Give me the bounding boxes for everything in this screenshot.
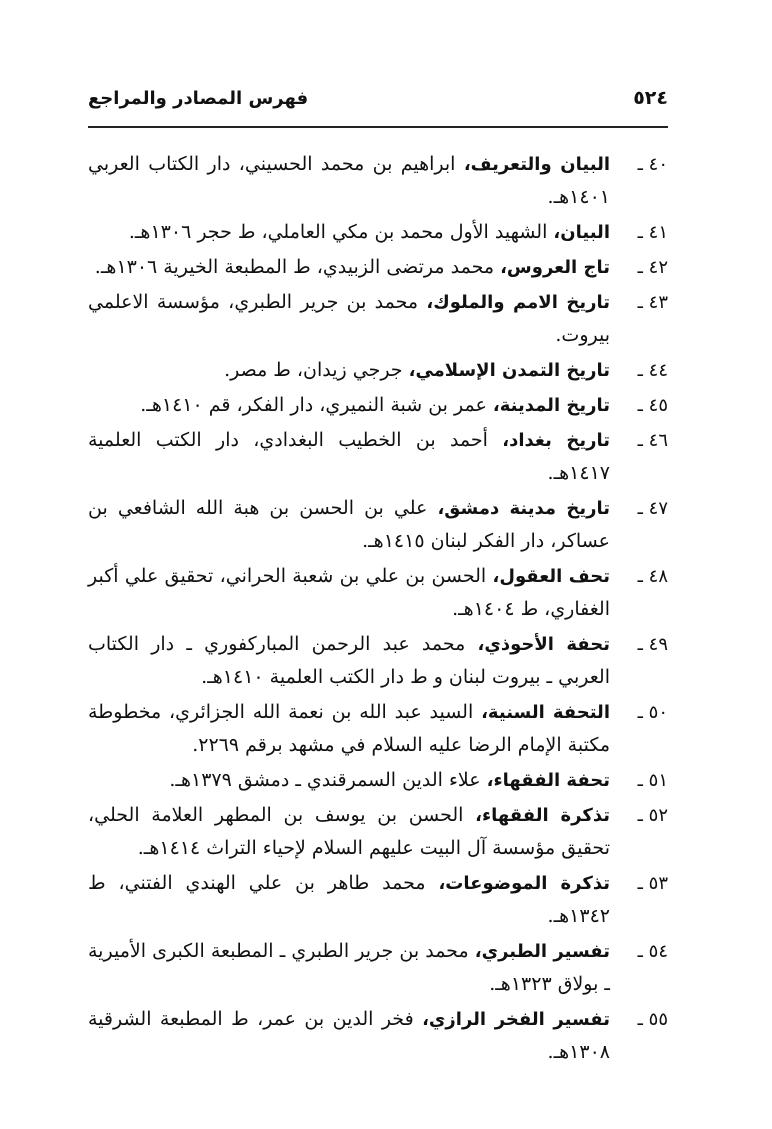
entry-title: تاريخ المدينة،	[492, 395, 610, 416]
entry-text	[88, 251, 610, 284]
entry-details: علي بن الحسن بن هبة الله الشافعي بن عساكر، دار الفكر لبنان ١٤١٥هـ.	[88, 497, 610, 552]
entry-title: تاريخ التمدن الإسلامي،	[408, 360, 610, 381]
entry-number: ٥٥ ـ	[637, 1009, 668, 1030]
entry-number: ٤٩ ـ	[637, 634, 668, 655]
entry-title: تفسير الفخر الرازي،	[422, 1009, 611, 1030]
header-divider	[88, 126, 668, 128]
entry-details: الحسن بن يوسف بن المطهر العلامة الحلي، تحقيق مؤسسة آل البيت عليهم السلام لإحياء التراث ١٤١٤هـ.	[88, 804, 610, 859]
entry-text	[88, 492, 610, 558]
entry-number: ٤٨ ـ	[637, 566, 668, 587]
entry-number: ٤٣ ـ	[637, 292, 668, 313]
entry-number: ٥٢ ـ	[637, 805, 668, 826]
entry-number: ٤٥ ـ	[637, 395, 668, 416]
entry-text	[88, 696, 610, 762]
entry-details: الحسن بن علي بن شعبة الحراني، تحقيق علي أكبر الغفاري، ط ١٤٠٤هـ.	[88, 565, 610, 620]
entry-text	[88, 424, 610, 490]
entry-text	[88, 867, 610, 933]
entry-details: الشهيد الأول محمد بن مكي العاملي، ط حجر ١٣٠٦هـ.	[128, 221, 554, 243]
bibliography-entry	[88, 560, 668, 626]
bibliography-entry	[88, 286, 668, 352]
entry-number: ٥٣ ـ	[637, 873, 668, 894]
entry-details: جرجي زيدان، ط مصر.	[224, 359, 409, 381]
entry-details: محمد بن جرير الطبري ـ المطبعة الكبرى الأميرية ـ بولاق ١٣٢٣هـ.	[88, 940, 610, 995]
page-header	[88, 78, 668, 118]
entry-text	[88, 286, 610, 352]
page-number: ٥٢٤	[633, 87, 668, 109]
entry-details: محمد عبد الرحمن المباركفوري ـ دار الكتاب العربي ـ بيروت لبنان و ط دار الكتب العلمية ١٤١٠هـ.	[88, 633, 610, 688]
bibliography-list	[88, 148, 668, 1071]
entry-title: تذكرة الفقهاء،	[475, 805, 611, 826]
bibliography-entry	[88, 799, 668, 865]
entry-title: التحفة السنية،	[481, 702, 610, 723]
entry-title: تفسير الطبري،	[474, 941, 610, 962]
entry-text	[88, 764, 610, 797]
bibliography-entry	[88, 1003, 668, 1069]
bibliography-entry	[88, 354, 668, 387]
bibliography-entry	[88, 628, 668, 694]
entry-details: علاء الدين السمرقندي ـ دمشق ١٣٧٩هـ.	[169, 769, 487, 791]
entry-text	[88, 560, 610, 626]
entry-title: تاج العروس،	[500, 257, 610, 278]
entry-details: فخر الدين بن عمر، ط المطبعة الشرقية ١٣٠٨هـ.	[88, 1008, 610, 1063]
entry-title: تحف العقول،	[492, 566, 610, 587]
entry-title: تذكرة الموضوعات،	[438, 873, 610, 894]
entry-number: ٥٠ ـ	[637, 702, 668, 723]
entry-title: البيان،	[553, 222, 610, 243]
entry-number: ٤٦ ـ	[637, 430, 668, 451]
bibliography-entry	[88, 492, 668, 558]
entry-details: محمد بن جرير الطبري، مؤسسة الاعلمي بيروت.	[88, 291, 610, 346]
entry-text	[88, 628, 610, 694]
entry-title: تاريخ الامم والملوك،	[426, 292, 611, 313]
bibliography-entry	[88, 389, 668, 422]
entry-text	[88, 389, 610, 422]
entry-text	[88, 148, 610, 214]
entry-text	[88, 216, 610, 249]
bibliography-entry	[88, 764, 668, 797]
entry-text	[88, 935, 610, 1001]
entry-details: محمد طاهر بن علي الهندي الفتني، ط ١٣٤٢هـ.	[88, 872, 610, 927]
entry-details: أحمد بن الخطيب البغدادي، دار الكتب العلمية ١٤١٧هـ.	[88, 429, 610, 484]
entry-number: ٤٠ ـ	[637, 154, 668, 175]
entry-text	[88, 1003, 610, 1069]
entry-title: تاريخ بغداد،	[502, 430, 610, 451]
bibliography-entry	[88, 867, 668, 933]
entry-title: تحفة الفقهاء،	[486, 770, 610, 791]
entry-title: البيان والتعريف،	[463, 154, 610, 175]
entry-title: تحفة الأحوذي،	[477, 634, 610, 655]
entry-number: ٥١ ـ	[637, 770, 668, 791]
bibliography-entry	[88, 251, 668, 284]
bibliography-entry	[88, 696, 668, 762]
entry-details: ابراهيم بن محمد الحسيني، دار الكتاب العربي ١٤٠١هـ.	[88, 153, 610, 208]
entry-title: تاريخ مدينة دمشق،	[437, 498, 610, 519]
entry-number: ٤١ ـ	[637, 222, 668, 243]
entry-details: السيد عبد الله بن نعمة الله الجزائري، مخطوطة مكتبة الإمام الرضا عليه السلام في مشهد برقم ٢٢٦٩.	[88, 701, 610, 756]
entry-text	[88, 354, 610, 387]
entry-number: ٥٤ ـ	[637, 941, 668, 962]
entry-number: ٤٧ ـ	[637, 498, 668, 519]
entry-details: محمد مرتضى الزبيدي، ط المطبعة الخيرية ١٣٠٦هـ.	[94, 256, 501, 278]
bibliography-entry	[88, 935, 668, 1001]
bibliography-entry	[88, 148, 668, 214]
bibliography-entry	[88, 216, 668, 249]
bibliography-entry	[88, 424, 668, 490]
running-title: فهرس المصادر والمراجع	[88, 87, 309, 109]
entry-number: ٤٤ ـ	[637, 360, 668, 381]
entry-text	[88, 799, 610, 865]
entry-number: ٤٢ ـ	[637, 257, 668, 278]
entry-details: عمر بن شبة النميري، دار الفكر، قم ١٤١٠هـ.	[140, 394, 493, 416]
